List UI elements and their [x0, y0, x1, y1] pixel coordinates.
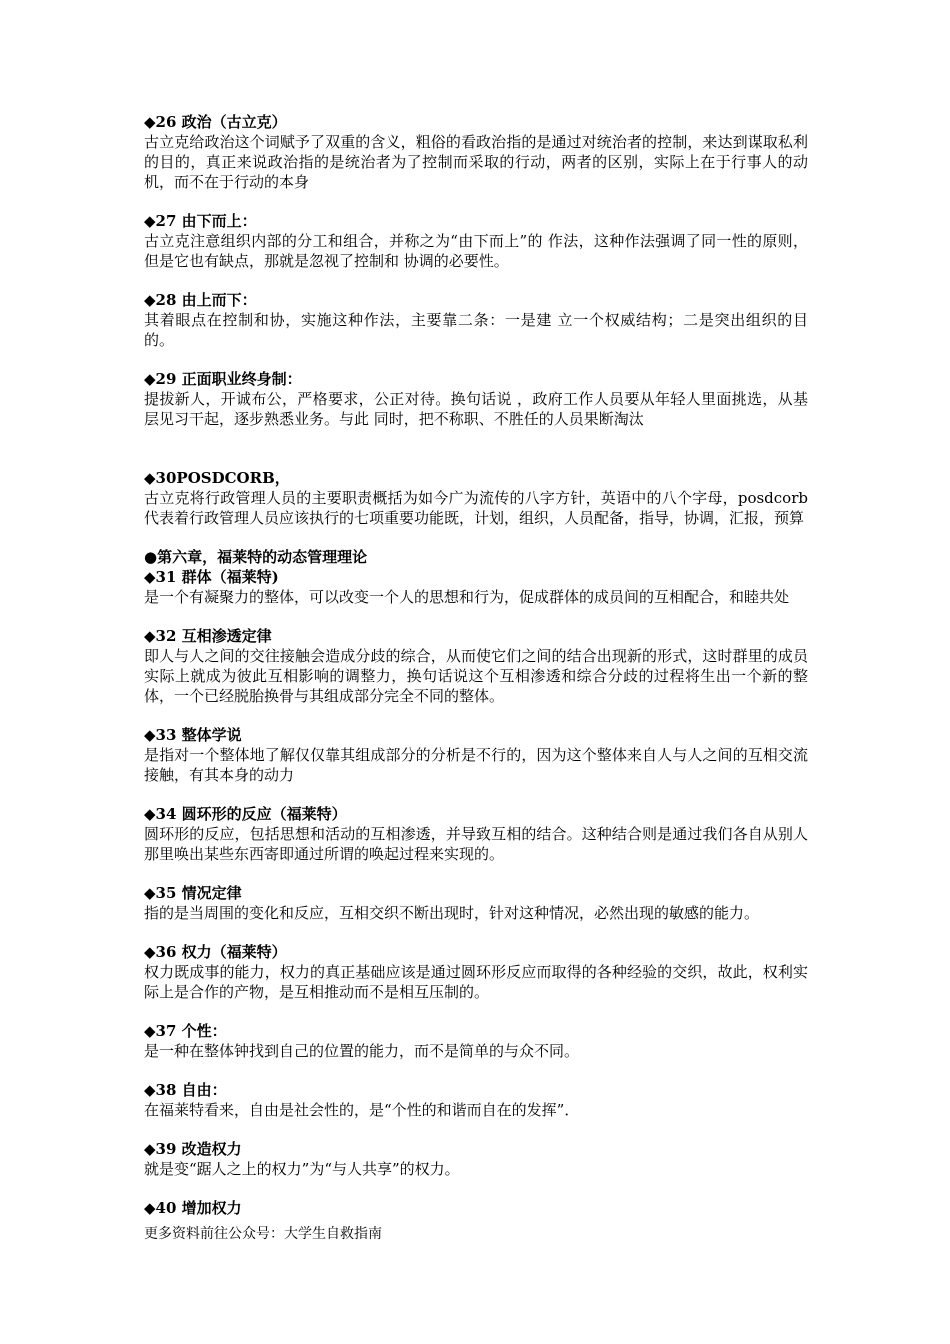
entry-35 — [144, 883, 808, 923]
entry-title: ◆38 自由： — [144, 1081, 227, 1099]
entry-title: ◆34 圆环形的反应（福莱特） — [144, 805, 347, 823]
entry-34 — [144, 804, 808, 864]
entry-title: ◆32 互相渗透定律 — [144, 627, 272, 645]
entry-28 — [144, 290, 808, 350]
entry-body: 是指对一个整体地了解仅仅靠其组成部分的分析是不行的，因为这个整体来自人与人之间的互相交流接触，有其本身的动力 — [144, 746, 808, 784]
entry-40 — [144, 1198, 808, 1218]
entry-title: ◆37 个性： — [144, 1022, 227, 1040]
entry-title: ◆26 政治（古立克） — [144, 113, 287, 131]
entry-title: ◆33 整体学说 — [144, 726, 242, 744]
entry-title: ◆36 权力（福莱特） — [144, 943, 287, 961]
entry-title: ◆27 由下而上： — [144, 212, 257, 230]
entry-body: 提拔新人，开诚布公，严格要求，公正对待。换句话说 ，政府工作人员要从年轻人里面挑选，从基层见习干起，逐步熟悉业务。与此 同时，把不称职、不胜任的人员果断淘汰 — [144, 390, 808, 428]
entry-body: 古立克注意组织内部的分工和组合，并称之为“由下而上”的 作法，这种作法强调了同一性的原则，但是它也有缺点，那就是忽视了控制和 协调的必要性。 — [144, 232, 808, 270]
entry-29 — [144, 369, 808, 429]
entry-title: ◆31 群体（福莱特) — [144, 568, 279, 586]
footer-note: 更多资料前往公众号：大学生自救指南 — [144, 1226, 382, 1242]
entry-body: 是一个有凝聚力的整体，可以改变一个人的思想和行为，促成群体的成员间的互相配合，和睦共处 — [144, 588, 790, 606]
entry-32 — [144, 626, 808, 706]
entry-37 — [144, 1021, 808, 1061]
entry-title: ◆40 增加权力 — [144, 1199, 242, 1217]
entry-title: ◆39 改造权力 — [144, 1140, 242, 1158]
entry-body: 古立克给政治这个词赋予了双重的含义，粗俗的看政治指的是通过对统治者的控制，来达到谋取私利的目的，真正来说政治指的是统治者为了控制而采取的行动，两者的区别，实际上在于行事人的动机，而不在于行动的本身 — [144, 133, 808, 191]
entry-body: 其着眼点在控制和协，实施这种作法，主要靠二条：一是建 立一个权威结构；二是突出组织的目的。 — [144, 311, 808, 349]
chapter-title: ●第六章，福莱特的动态管理理论 — [144, 548, 368, 566]
entry-38 — [144, 1080, 808, 1120]
entry-body: 在福莱特看来，自由是社会性的，是“个性的和谐而自在的发挥”． — [144, 1101, 580, 1119]
entry-body: 即人与人之间的交往接触会造成分歧的综合，从而使它们之间的结合出现新的形式，这时群里的成员实际上就成为彼此互相影响的调整力，换句话说这个互相渗透和综合分歧的过程将生出一个新的整体，一个已经脱胎换骨与其组成部分完全不同的整体。 — [144, 647, 808, 705]
entry-33 — [144, 725, 808, 785]
entry-39 — [144, 1139, 808, 1179]
entry-body: 古立克将行政管理人员的主要职责概括为如今广为流传的八字方针，英语中的八个字母，posdcorb 代表着行政管理人员应该执行的七项重要功能既，计划，组织，人员配备，指导，协调，汇报，预算 — [144, 489, 808, 527]
entry-title: ◆28 由上而下： — [144, 291, 257, 309]
entry-30 — [144, 468, 808, 528]
entry-body: 圆环形的反应，包括思想和活动的互相渗透，并导致互相的结合。这种结合则是通过我们各自从别人那里唤出某些东西寄即通过所谓的唤起过程来实现的。 — [144, 825, 808, 863]
entry-27 — [144, 211, 808, 271]
entry-body: 就是变“踞人之上的权力”为“与人共享”的权力。 — [144, 1160, 460, 1178]
entry-36 — [144, 942, 808, 1002]
entry-title: ◆35 情况定律 — [144, 884, 242, 902]
entry-body: 指的是当周围的变化和反应，互相交织不断出现时，针对这种情况，必然出现的敏感的能力。 — [144, 904, 760, 922]
entry-title: ◆29 正面职业终身制： — [144, 370, 302, 388]
entry-26 — [144, 112, 808, 192]
entry-body: 权力既成事的能力，权力的真正基础应该是通过圆环形反应而取得的各种经验的交织，故此，权利实际上是合作的产物，是互相推动而不是相互压制的。 — [144, 963, 808, 1001]
entry-31 — [144, 567, 808, 607]
entry-body: 是一种在整体钟找到自己的位置的能力，而不是简单的与众不同。 — [144, 1042, 580, 1060]
document-page — [144, 112, 808, 1244]
entry-title: ◆30POSDCORB， — [144, 469, 290, 487]
